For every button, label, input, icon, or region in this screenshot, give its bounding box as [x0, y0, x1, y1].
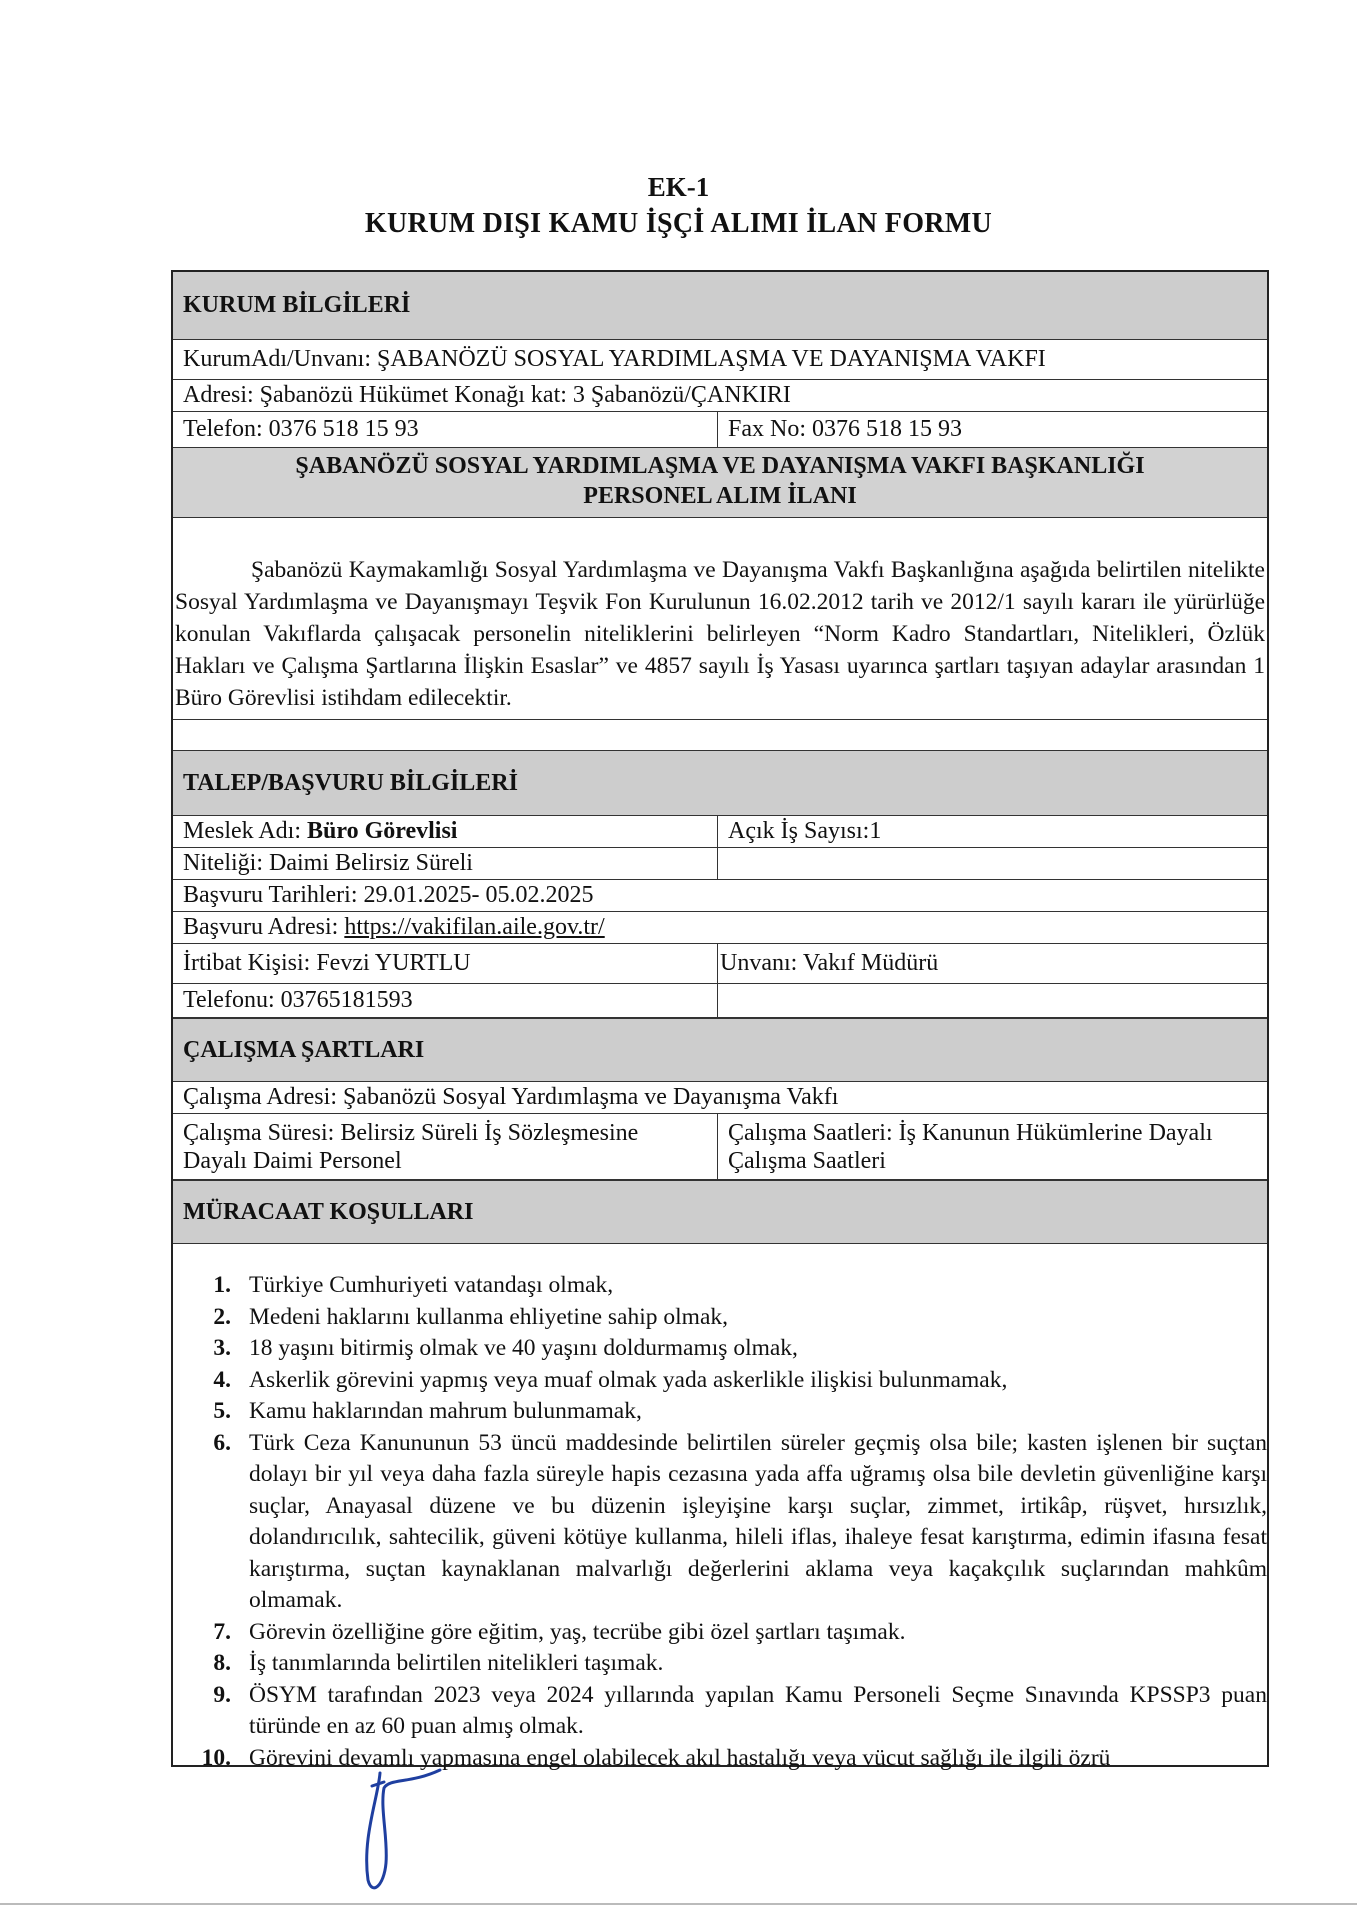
- ilan-paragraph-text: Şabanözü Kaymakamlığı Sosyal Yardımlaşma ve Dayanışma Vakfı Başkanlığına aşağıda belirtilen nitelikte Sosyal Yardımlaşma ve Dayanışmayı Teşvik Fon Kurulunun 16.02.2012 tarih ve 2012/1 sayılı kararı ile yürürlüğe konulan Vakıflarda çalışacak personelin niteliklerini belirleyen “Norm Kadro Standartları, Nitelikleri, Özlük Hakları ve Çalışma Şartlarına İlişkin Esaslar” ve 4857 sayılı İş Yasası uyarınca şartları taşıyan adaylar arasından 1 Büro Görevlisi istihdam edilecektir.: [175, 557, 1265, 711]
- tarih-row: [173, 880, 1267, 912]
- announcement-form: [171, 270, 1269, 1771]
- basvuru-adres-label: Başvuru Adresi:: [183, 914, 339, 940]
- list-item: 6. Türk Ceza Kanununun 53 üncü maddesinde belirtilen süreler geçmiş olsa bile; kasten işlenen bir suçtan dolayı bir yıl veya daha fazla süreyle hapis cezasına yada affa uğramış olsa bile devletin güvenliğine karşı suçlar, Anayasal düzene ve bu düzenin işleyişine karşı suçlar, zimmet, irtikâp, rüşvet, hırsızlık, dolandırıcılık, sahtecilik, güveni kötüye kullanma, hileli iflas, ihaleye fesat karıştırma, edimin ifasına fesat karıştırma, suçtan kaynaklanan malvarlığı değerlerini aklama veya kaçakçılık suçlarından mahkûm olmamak.: [213, 1429, 1267, 1613]
- list-item: 2. Medeni haklarını kullanma ehliyetine sahip olmak,: [213, 1303, 729, 1330]
- list-item: 10. Görevini devamlı yapmasına engel olabilecek akıl hastalığı veya vücut sağlığı ile ilgili özrü: [201, 1744, 1111, 1771]
- kurum-adi-row: [173, 340, 1267, 380]
- signature: [350, 1768, 470, 1898]
- list-item: 5. Kamu haklarından mahrum bulunmamak,: [213, 1398, 642, 1424]
- section-heading-calisma: ÇALIŞMA ŞARTLARI: [173, 1018, 1267, 1082]
- section-heading-kurum: KURUM BİLGİLERİ: [173, 272, 1267, 340]
- list-item: 8. İş tanımlarında belirtilen nitelikleri taşımak.: [213, 1650, 664, 1676]
- nitelik: Niteliği: Daimi Belirsiz Süreli: [183, 850, 473, 876]
- list-item: 9. ÖSYM tarafından 2023 veya 2024 yıllarında yapılan Kamu Personeli Seçme Sınavında KPSSP3 puan türünde en az 60 puan almış olmak.: [213, 1681, 1267, 1739]
- calisma-sure-row: [173, 1114, 1267, 1180]
- ilan-heading-line2: PERSONEL ALIM İLANI: [583, 483, 857, 509]
- nitelik-empty-cell: [717, 848, 1269, 879]
- telefon-empty-cell: [717, 984, 1269, 1017]
- list-item: 3. 18 yaşını bitirmiş olmak ve 40 yaşını doldurmamış olmak,: [213, 1335, 798, 1361]
- kurum-iletisim-row: [173, 412, 1267, 448]
- acik-is-sayisi: Açık İş Sayısı:1: [717, 816, 1269, 847]
- kurum-fax: Fax No: 0376 518 15 93: [717, 412, 1269, 447]
- basvuru-tarihleri: Başvuru Tarihleri: 29.01.2025- 05.02.2025: [183, 882, 594, 908]
- kurum-adres-row: [173, 380, 1267, 412]
- section-heading-muracaat: MÜRACAAT KOŞULLARI: [173, 1180, 1267, 1244]
- calisma-suresi: Çalışma Süresi: Belirsiz Süreli İş Sözleşmesine Dayalı Daimi Personel: [183, 1119, 639, 1174]
- irtibat-unvan: Unvanı: Vakıf Müdürü: [717, 944, 1269, 983]
- list-item: 7. Görevin özelliğine göre eğitim, yaş, tecrübe gibi özel şartları taşımak.: [213, 1618, 906, 1645]
- page-bottom-edge: [0, 1903, 1357, 1905]
- ilan-heading-line1: ŞABANÖZÜ SOSYAL YARDIMLAŞMA VE DAYANIŞMA VAKFI BAŞKANLIĞI: [295, 453, 1145, 479]
- list-item: 4. Askerlik görevini yapmış veya muaf olmak yada askerlikle ilişkisi bulunmamak,: [213, 1366, 1008, 1393]
- kurum-telefon: Telefon: 0376 518 15 93: [183, 416, 419, 442]
- calisma-adresi: Çalışma Adresi: Şabanözü Sosyal Yardımlaşma ve Dayanışma Vakfı: [183, 1084, 839, 1110]
- meslek-label: Meslek Adı:: [183, 818, 301, 844]
- nitelik-row: [173, 848, 1267, 880]
- meslek-adi: [173, 816, 717, 847]
- irtibat-row: [173, 944, 1267, 984]
- kurum-adi: KurumAdı/Unvanı: ŞABANÖZÜ SOSYAL YARDIMLAŞMA VE DAYANIŞMA VAKFI: [183, 346, 1046, 372]
- section-heading-talep: TALEP/BAŞVURU BİLGİLERİ: [173, 750, 1267, 816]
- document-code: EK-1: [647, 172, 710, 202]
- ilan-paragraph: [173, 518, 1267, 720]
- muracaat-list: [173, 1270, 1267, 1774]
- basvuru-adresi: [173, 912, 1267, 943]
- meslek-value: Büro Görevlisi: [307, 818, 458, 844]
- irtibat-telefon: Telefonu: 03765181593: [183, 987, 413, 1013]
- meslek-row: [173, 816, 1267, 848]
- ilan-heading: [173, 448, 1267, 518]
- irtibat-kisisi: İrtibat Kişisi: Fevzi YURTLU: [183, 950, 471, 976]
- kurum-adres: Adresi: Şabanözü Hükümet Konağı kat: 3 Şabanözü/ÇANKIRI: [183, 382, 791, 408]
- document-title: KURUM DIŞI KAMU İŞÇİ ALIMI İLAN FORMU: [364, 208, 993, 239]
- list-item: 1. Türkiye Cumhuriyeti vatandaşı olmak,: [213, 1272, 614, 1298]
- calisma-saatleri: Çalışma Saatleri: İş Kanunun Hükümlerine Dayalı Çalışma Saatleri: [717, 1114, 1269, 1179]
- telefon-row: [173, 984, 1267, 1018]
- calisma-adres-row: [173, 1082, 1267, 1114]
- basvuru-adres-row: [173, 912, 1267, 944]
- basvuru-adres-link[interactable]: https://vakifilan.aile.gov.tr/: [344, 914, 605, 940]
